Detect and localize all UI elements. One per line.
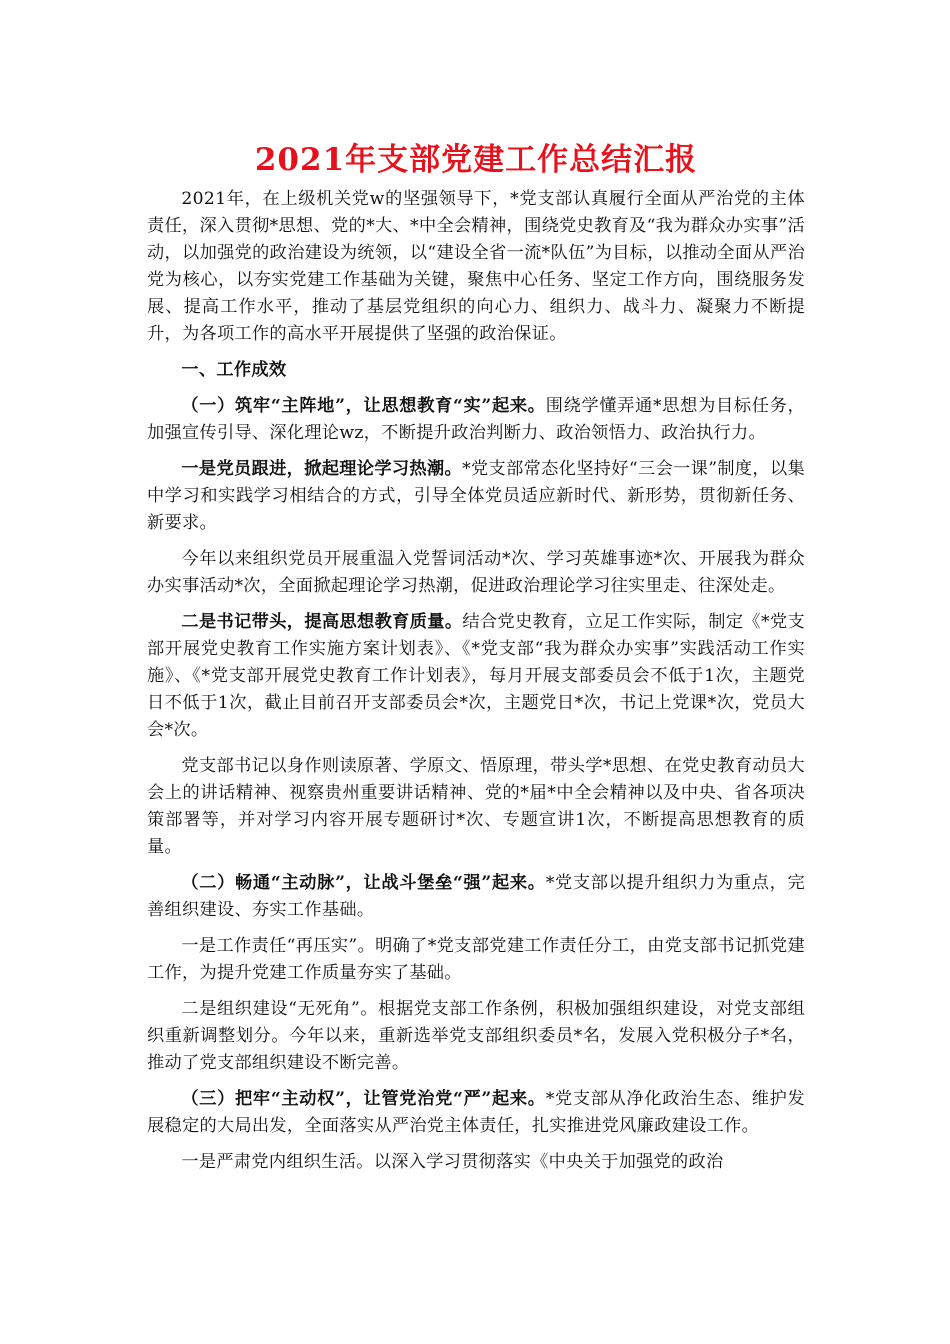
subsection-2-paragraph: [147, 870, 805, 924]
section-heading-1: 一、工作成效: [181, 360, 287, 380]
point-1-followup-paragraph: 今年以来组织党员开展重温入党誓词活动*次、学习英雄事迹*次、开展我为群众办实事活动*次，全面掀起理论学习热潮，促进政治理论学习往实里走、往深处走。: [147, 549, 805, 596]
subsection-3-text: *党支部从净化政治生态、维护发展稳定的大局出发，全面落实从严治党主体责任，扎实推进党风廉政建设工作。: [147, 1089, 805, 1136]
subsection-3-lead: （三）把牢“主动权”，让管党治党“严”起来。: [181, 1089, 546, 1109]
subsection-3-paragraph: [147, 1086, 805, 1140]
point-2-text: 结合党史教育，立足工作实际，制定《*党支部开展党史教育工作实施方案计划表》、《*党支部“我为群众办实事”实践活动工作实施》、《*党支部开展党史教育工作计划表》，每月开展支部委员会不低于1次，主题党日不低于1次，截止目前召开支部委员会*次，主题党日*次，书记上党课*次，党员大会*次。: [147, 612, 805, 740]
point-1-paragraph: [147, 456, 805, 537]
subsection-1-paragraph: [147, 393, 805, 447]
party-life-paragraph: 一是严肃党内组织生活。以深入学习贯彻落实《中央关于加强党的政治: [181, 1152, 724, 1172]
document-body: [147, 186, 805, 1185]
subsection-2-text: *党支部以提升组织力为重点，完善组织建设、夯实工作基础。: [147, 873, 805, 920]
subsection-2-lead: （二）畅通“主动脉”，让战斗堡垒“强”起来。: [181, 873, 546, 893]
point-2-paragraph: [147, 609, 805, 744]
organization-building-paragraph: 二是组织建设“无死角”。根据党支部工作条例，积极加强组织建设，对党支部组织重新调整划分。今年以来，重新选举党支部组织委员*名，发展入党积极分子*名，推动了党支部组织建设不断完善。: [147, 999, 805, 1073]
subsection-1-text: 围绕学懂弄通*思想为目标任务，加强宣传引导、深化理论wz，不断提升政治判断力、政治领悟力、政治执行力。: [147, 396, 805, 443]
subsection-1-lead: （一）筑牢“主阵地”，让思想教育“实”起来。: [181, 396, 546, 416]
point-2-followup-paragraph: 党支部书记以身作则读原著、学原文、悟原理，带头学*思想、在党史教育动员大会上的讲话精神、视察贵州重要讲话精神、党的*届*中全会精神以及中央、省各项决策部署等，并对学习内容开展专题研讨*次、专题宣讲1次，不断提高思想教育的质量。: [147, 756, 805, 857]
work-responsibility-paragraph: 一是工作责任“再压实”。明确了*党支部党建工作责任分工，由党支部书记抓党建工作，为提升党建工作质量夯实了基础。: [147, 936, 805, 983]
point-1-lead: 一是党员跟进，掀起理论学习热潮。: [181, 459, 463, 479]
point-1-text: *党支部常态化坚持好“三会一课”制度，以集中学习和实践学习相结合的方式，引导全体党员适应新时代、新形势，贯彻新任务、新要求。: [147, 459, 805, 533]
document-title: 2021年支部党建工作总结汇报: [254, 142, 698, 178]
point-2-lead: 二是书记带头，提高思想教育质量。: [181, 612, 463, 632]
intro-paragraph: 2021年，在上级机关党w的坚强领导下，*党支部认真履行全面从严治党的主体责任，深入贯彻*思想、党的*大、*中全会精神，围绕党史教育及“我为群众办实事”活动，以加强党的政治建设为统领，以“建设全省一流*队伍”为目标，以推动全面从严治党为核心，以夯实党建工作基础为关键，聚焦中心任务、坚定工作方向，围绕服务发展、提高工作水平，推动了基层党组织的向心力、组织力、战斗力、凝聚力不断提升，为各项工作的高水平开展提供了坚强的政治保证。: [147, 189, 805, 344]
